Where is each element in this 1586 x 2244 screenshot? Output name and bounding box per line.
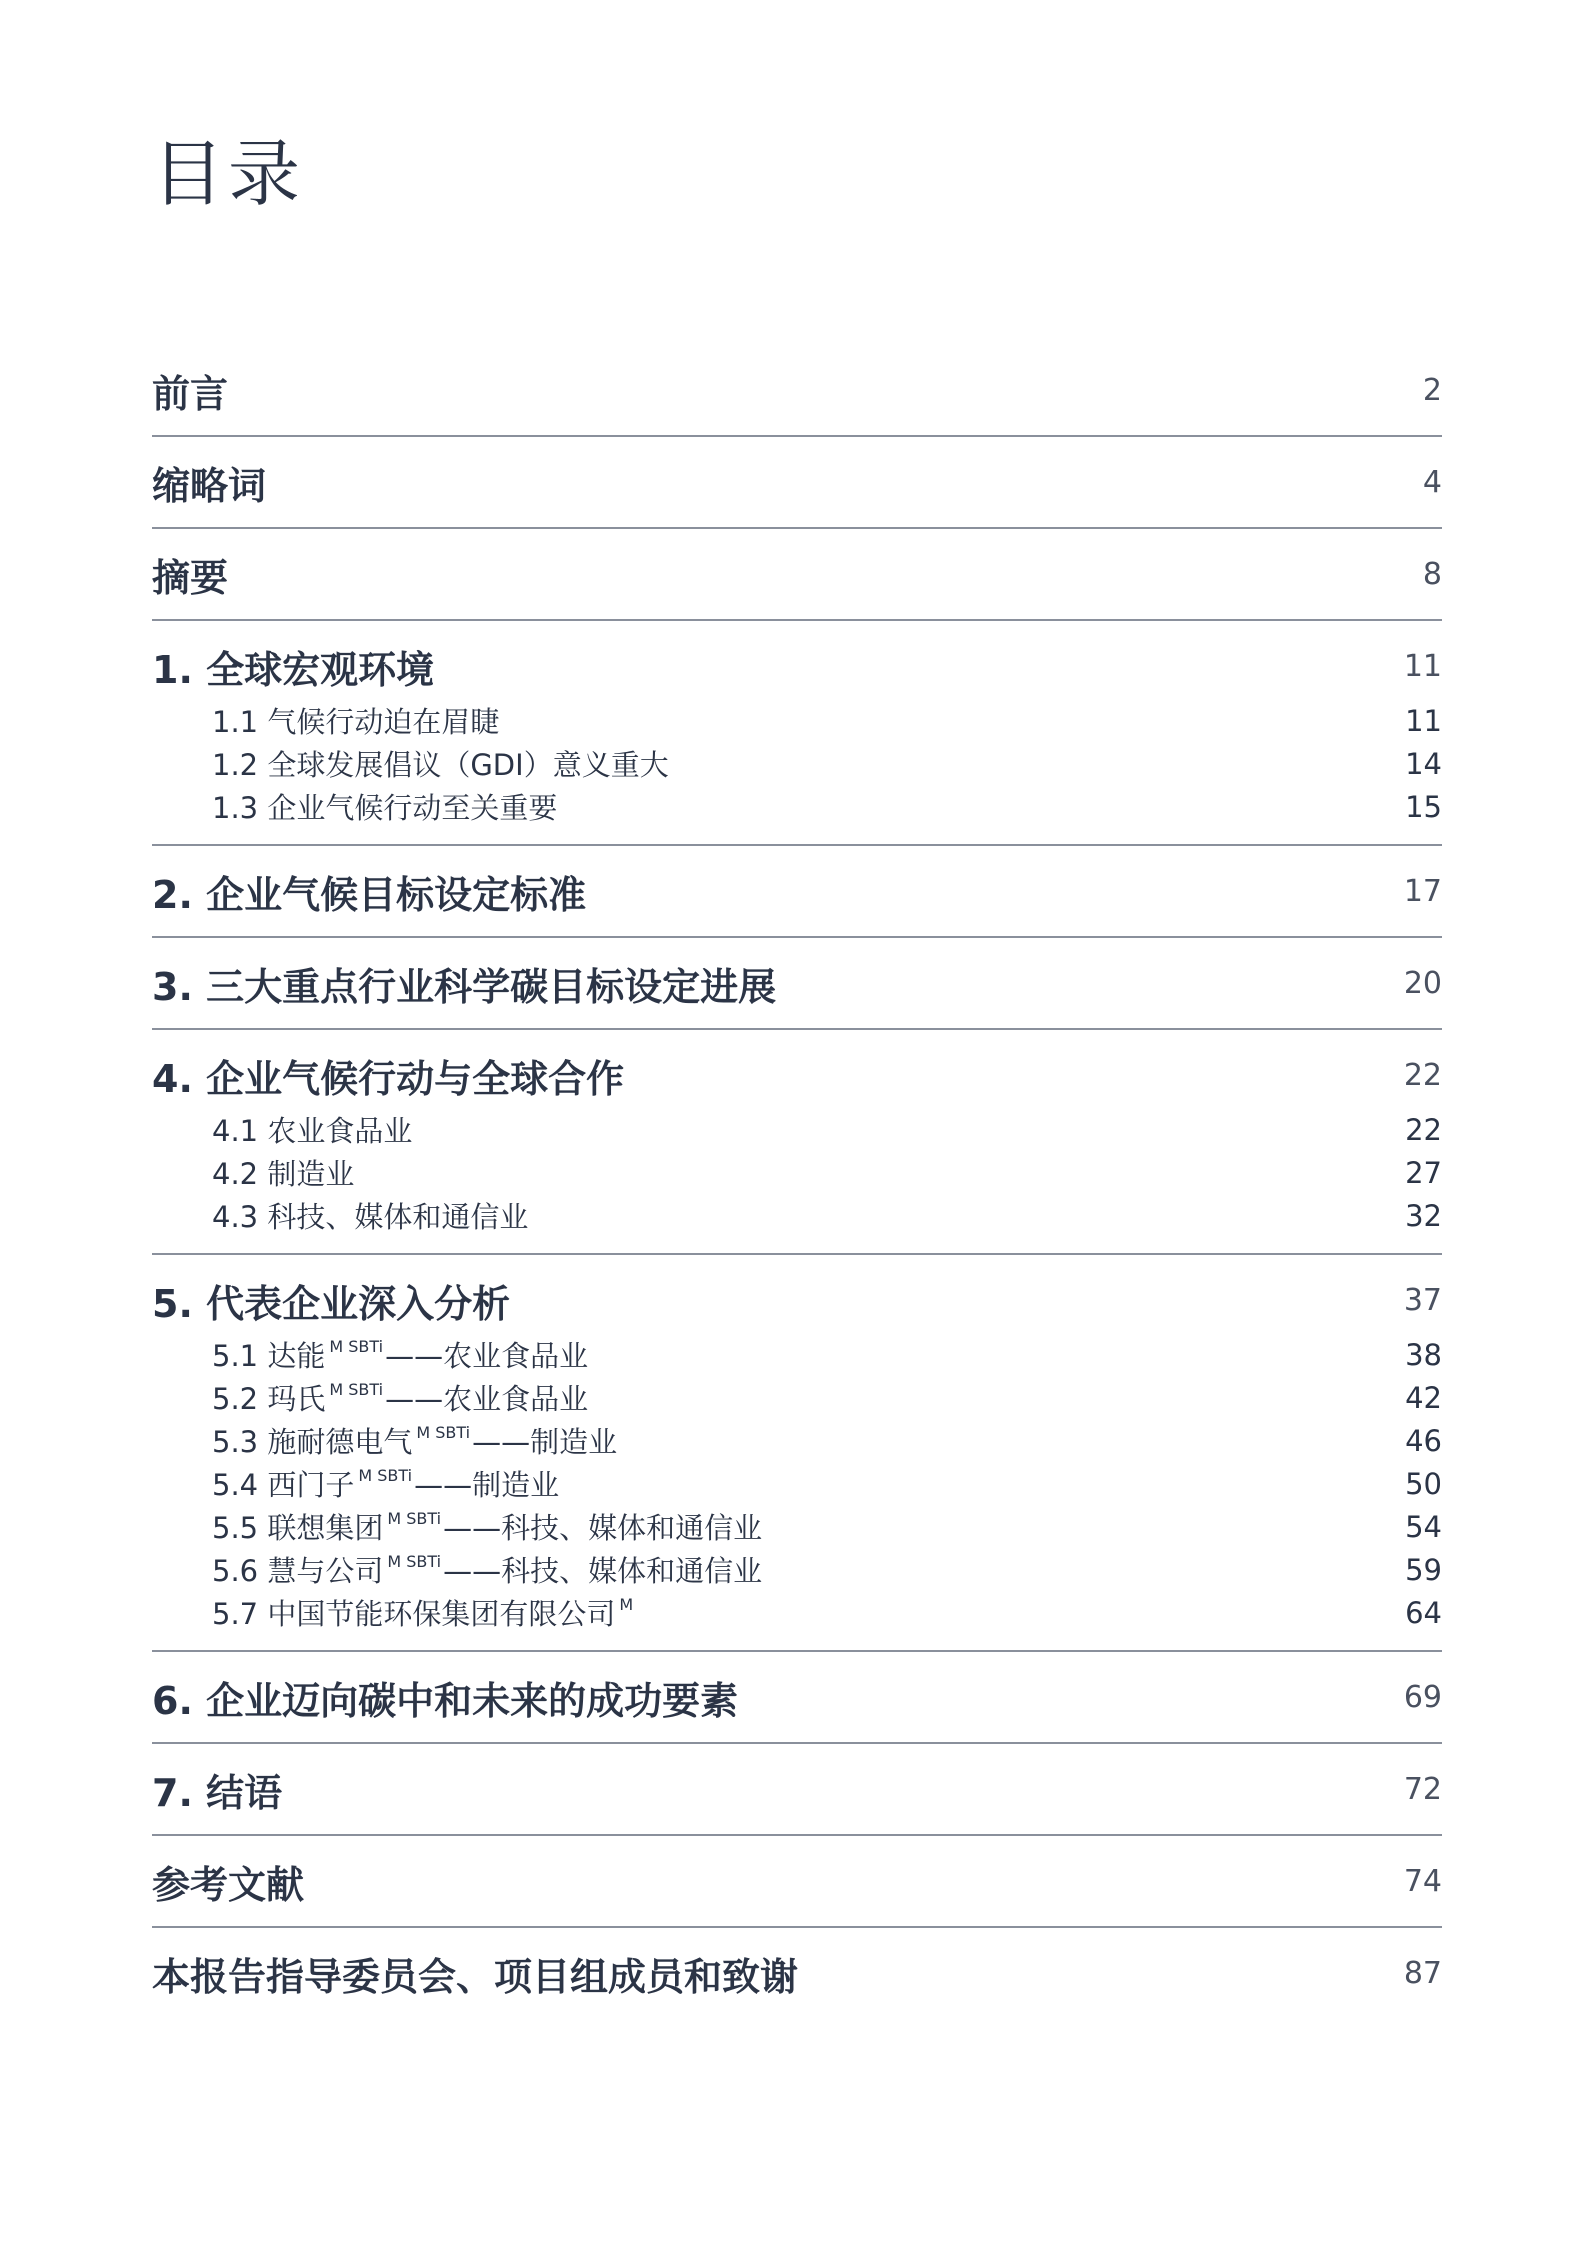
membership-superscript: M SBTi <box>416 1423 471 1442</box>
toc-page-number: 2 <box>1422 372 1442 408</box>
toc-subsection-title[interactable] <box>212 1592 635 1633</box>
toc-subsection-title[interactable] <box>212 1506 762 1547</box>
toc-subsection-title[interactable] <box>212 1377 588 1418</box>
toc-entry[interactable] <box>152 345 1442 437</box>
toc-main-row[interactable] <box>152 449 1442 515</box>
toc-main-row[interactable] <box>152 1940 1442 2006</box>
membership-superscript: M SBTi <box>358 1466 413 1485</box>
toc-main-row[interactable] <box>152 1848 1442 1914</box>
membership-superscript: M SBTi <box>387 1509 442 1528</box>
toc-section-title[interactable]: 缩略词 <box>152 463 267 508</box>
membership-superscript: M SBTi <box>329 1380 384 1399</box>
toc-section-title[interactable]: 本报告指导委员会、项目组成员和致谢 <box>152 1954 799 1999</box>
toc-entry[interactable] <box>152 1652 1442 1744</box>
toc-main-row[interactable] <box>152 950 1442 1016</box>
toc-subsection[interactable] <box>152 1108 1442 1151</box>
toc-subsection-page: 46 <box>1405 1423 1442 1458</box>
toc-subsection-title[interactable] <box>212 700 499 741</box>
subsection-label: 1.2 全球发展倡议（GDI）意义重大 <box>212 748 669 782</box>
toc-page-number: 37 <box>1403 1282 1442 1318</box>
toc-entry[interactable] <box>152 938 1442 1030</box>
toc-page-number: 17 <box>1403 873 1442 909</box>
toc-subsection-page: 11 <box>1405 703 1442 738</box>
subsection-label: 4.2 制造业 <box>212 1157 355 1191</box>
membership-superscript: M SBTi <box>387 1552 442 1571</box>
toc-page-number: 22 <box>1403 1057 1442 1093</box>
toc-section-title[interactable]: 5. 代表企业深入分析 <box>152 1281 511 1326</box>
toc-main-row[interactable] <box>152 1756 1442 1822</box>
toc-page-number: 69 <box>1403 1679 1442 1715</box>
toc-subsection-title[interactable] <box>212 1463 559 1504</box>
toc-page-number: 72 <box>1403 1771 1442 1807</box>
subsection-label: 4.1 农业食品业 <box>212 1114 413 1148</box>
membership-superscript: M SBTi <box>329 1337 384 1356</box>
toc-subsection-page: 38 <box>1405 1337 1442 1372</box>
industry-suffix: ——科技、媒体和通信业 <box>443 1511 763 1545</box>
toc-section-title[interactable]: 参考文献 <box>152 1862 305 1907</box>
industry-suffix: ——农业食品业 <box>385 1382 589 1416</box>
toc-subsection-title[interactable] <box>212 786 557 827</box>
toc-subsection[interactable] <box>152 1333 1442 1376</box>
toc-subsection[interactable] <box>152 1548 1442 1591</box>
toc-subsection-title[interactable] <box>212 1152 354 1193</box>
toc-entry[interactable] <box>152 437 1442 529</box>
toc-subsection[interactable] <box>152 1194 1442 1237</box>
industry-suffix: ——制造业 <box>414 1468 560 1502</box>
toc-main-row[interactable] <box>152 633 1442 699</box>
toc-subsection-page: 14 <box>1405 746 1442 781</box>
toc-subsection[interactable] <box>152 742 1442 785</box>
toc-subsection[interactable] <box>152 1462 1442 1505</box>
toc-section-title[interactable]: 摘要 <box>152 555 229 600</box>
membership-superscript: M <box>619 1595 634 1614</box>
subsection-label: 5.1 达能 <box>212 1339 326 1373</box>
toc-section-title[interactable]: 1. 全球宏观环境 <box>152 647 435 692</box>
toc-subsection[interactable] <box>152 1505 1442 1548</box>
toc-subsection-page: 64 <box>1405 1595 1442 1630</box>
table-of-contents <box>152 345 1442 2018</box>
toc-page-number: 4 <box>1422 464 1442 500</box>
industry-suffix: ——科技、媒体和通信业 <box>443 1554 763 1588</box>
toc-page-number: 20 <box>1403 965 1442 1001</box>
toc-section-title[interactable]: 6. 企业迈向碳中和未来的成功要素 <box>152 1678 739 1723</box>
subsection-label: 1.1 气候行动迫在眉睫 <box>212 705 500 739</box>
page-title: 目录 <box>152 132 305 216</box>
toc-entry[interactable] <box>152 1255 1442 1652</box>
toc-entry[interactable] <box>152 621 1442 846</box>
toc-entry[interactable] <box>152 846 1442 938</box>
toc-entry[interactable] <box>152 1928 1442 2018</box>
subsection-label: 5.3 施耐德电气 <box>212 1425 413 1459</box>
toc-page-number: 11 <box>1403 648 1442 684</box>
toc-subsection[interactable] <box>152 1376 1442 1419</box>
toc-page-number: 8 <box>1422 556 1442 592</box>
subsection-label: 5.4 西门子 <box>212 1468 355 1502</box>
toc-entry[interactable] <box>152 1744 1442 1836</box>
toc-subsection[interactable] <box>152 1151 1442 1194</box>
toc-entry[interactable] <box>152 529 1442 621</box>
toc-subsection-list <box>152 1108 1442 1241</box>
toc-subsection-page: 27 <box>1405 1155 1442 1190</box>
toc-section-title[interactable]: 4. 企业气候行动与全球合作 <box>152 1056 625 1101</box>
toc-subsection-title[interactable] <box>212 1549 762 1590</box>
industry-suffix: ——制造业 <box>472 1425 618 1459</box>
toc-section-title[interactable]: 7. 结语 <box>152 1770 283 1815</box>
toc-page-number: 87 <box>1403 1955 1442 1991</box>
toc-main-row[interactable] <box>152 1042 1442 1108</box>
toc-page-number: 74 <box>1403 1863 1442 1899</box>
toc-subsection[interactable] <box>152 785 1442 828</box>
toc-subsection-title[interactable] <box>212 1109 412 1150</box>
toc-subsection-list <box>152 1333 1442 1638</box>
subsection-label: 1.3 企业气候行动至关重要 <box>212 791 558 825</box>
toc-subsection-page: 54 <box>1405 1509 1442 1544</box>
industry-suffix: ——农业食品业 <box>385 1339 589 1373</box>
toc-subsection-page: 15 <box>1405 789 1442 824</box>
subsection-label: 5.7 中国节能环保集团有限公司 <box>212 1597 616 1631</box>
toc-subsection-list <box>152 699 1442 832</box>
toc-main-row[interactable] <box>152 1267 1442 1333</box>
subsection-label: 4.3 科技、媒体和通信业 <box>212 1200 529 1234</box>
toc-entry[interactable] <box>152 1836 1442 1928</box>
toc-subsection-title[interactable] <box>212 1195 528 1236</box>
toc-main-row[interactable] <box>152 541 1442 607</box>
toc-main-row[interactable] <box>152 357 1442 423</box>
toc-entry[interactable] <box>152 1030 1442 1255</box>
subsection-label: 5.6 慧与公司 <box>212 1554 384 1588</box>
toc-subsection-page: 59 <box>1405 1552 1442 1587</box>
toc-subsection[interactable] <box>152 699 1442 742</box>
toc-section-title[interactable]: 2. 企业气候目标设定标准 <box>152 872 587 917</box>
toc-subsection[interactable] <box>152 1419 1442 1462</box>
toc-main-row[interactable] <box>152 1664 1442 1730</box>
toc-subsection-page: 42 <box>1405 1380 1442 1415</box>
toc-section-title[interactable]: 前言 <box>152 371 229 416</box>
toc-subsection-title[interactable] <box>212 743 669 784</box>
toc-main-row[interactable] <box>152 858 1442 924</box>
toc-subsection-page: 22 <box>1405 1112 1442 1147</box>
toc-subsection[interactable] <box>152 1591 1442 1634</box>
toc-section-title[interactable]: 3. 三大重点行业科学碳目标设定进展 <box>152 964 777 1009</box>
subsection-label: 5.2 玛氏 <box>212 1382 326 1416</box>
subsection-label: 5.5 联想集团 <box>212 1511 384 1545</box>
toc-subsection-page: 50 <box>1405 1466 1442 1501</box>
toc-subsection-page: 32 <box>1405 1198 1442 1233</box>
toc-subsection-title[interactable] <box>212 1420 617 1461</box>
toc-subsection-title[interactable] <box>212 1334 588 1375</box>
